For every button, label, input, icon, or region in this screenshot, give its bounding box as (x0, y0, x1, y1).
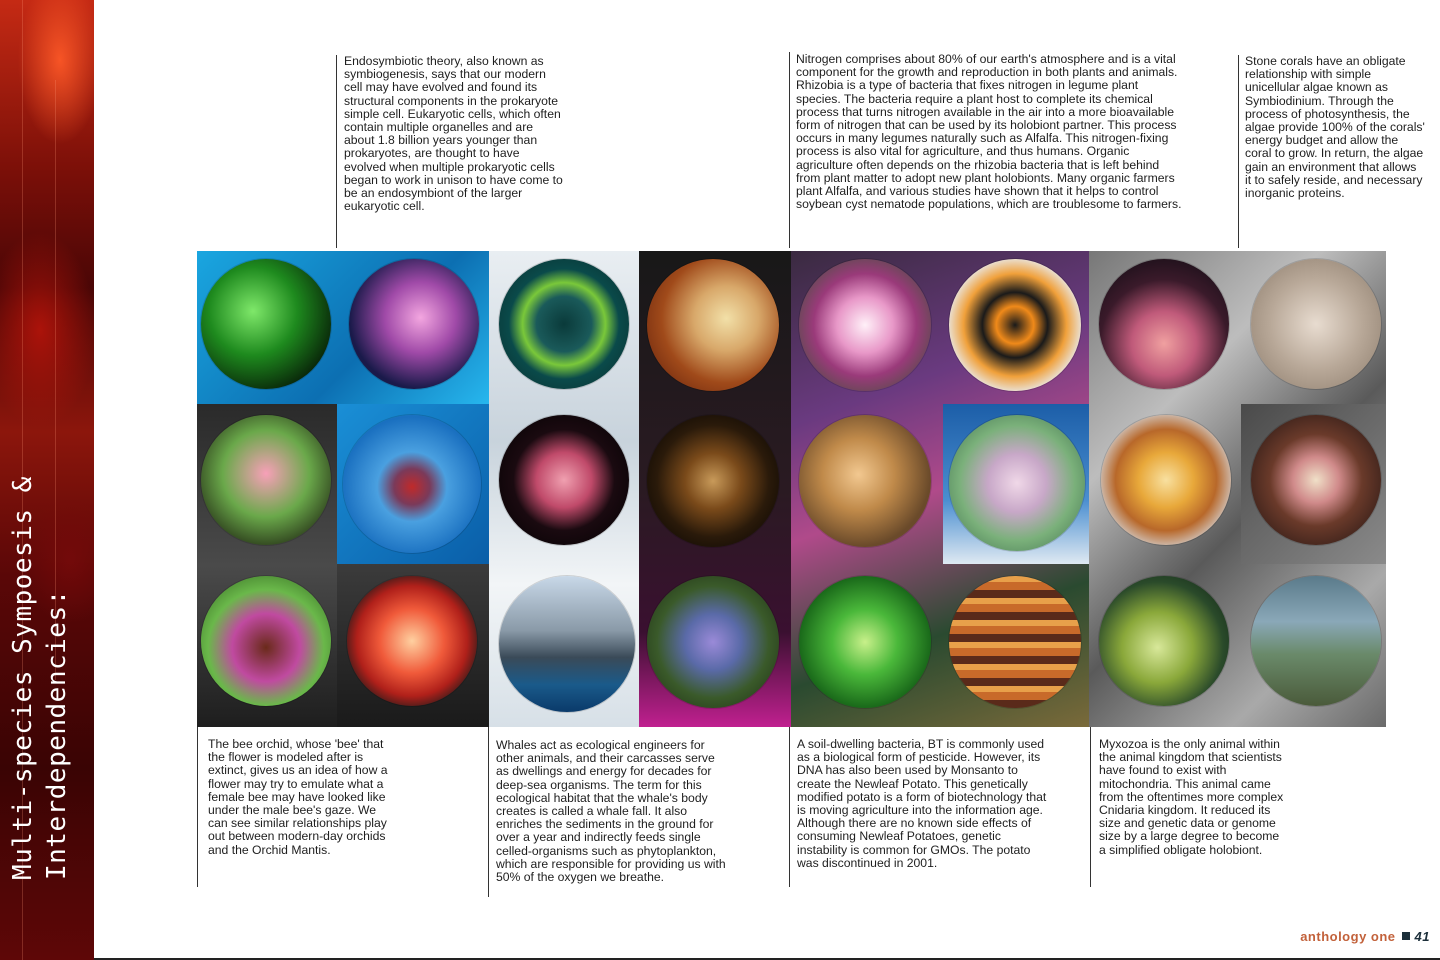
potato-image (799, 415, 931, 547)
section-title-line-1: Multi-species Sympoesis & (8, 476, 38, 880)
diatom-image (499, 259, 629, 389)
page-footer (1300, 929, 1430, 944)
myxozoa-image (1251, 259, 1381, 389)
page-number: 41 (1414, 929, 1430, 944)
publication-name: anthology one (1300, 929, 1396, 944)
mitochondria-image (201, 259, 331, 389)
section-title-line-2: Interdependencies: (42, 589, 72, 880)
column-rule (1238, 55, 1239, 248)
column-rule (1090, 727, 1091, 887)
bee-orchid-text: The bee orchid, whose 'bee' that the flower is modeled after is extinct, gives us an idea of how a flower may try to emulate what a female bee may have looked like under the male bee's gaze. We can see similar relationships play out between modern-day orchids and the Orchid Mantis. (208, 737, 388, 857)
monarch-butterfly-image (949, 259, 1081, 391)
root-nodules-image (647, 415, 779, 547)
corn-image (949, 576, 1081, 708)
bacterium-image (349, 259, 479, 389)
whale-image (499, 576, 635, 712)
whales-text: Whales act as ecological engineers for other animals, and their carcasses serve as dwellings and energy for decades for deep-sea organisms. The term for this ecological habitat that the whale's body creates is called a whale fall. It also enriches the sediments in the ground for over a year and indirectly feeds single celled-organisms such as phytoplankton, which are responsible for providing us with 50% of the oxygen we breathe. (496, 738, 726, 885)
column-rule (789, 727, 790, 887)
column-rule (197, 727, 198, 887)
side-spine (0, 0, 94, 960)
bee-orchid-image (201, 576, 331, 706)
worm-image (499, 415, 629, 545)
eel-image (1099, 576, 1229, 706)
endosymbiotic-text: Endosymbiotic theory, also known as symbiogenesis, says that our modern cell may have evolved and found its structural components in the prokaryote simple cell. Eukaryotic cells, which often contain multiple organelles and are about 1.8 billion years younger than prokaryotes, are thought to have evolved when multiple prokaryotic cells began to work in unison to have come to be an endosymbiont of the larger eukaryotic cell. (344, 54, 563, 214)
parasite-worm-image (1251, 415, 1381, 545)
bt-bacteria-image (799, 576, 931, 708)
symbiodinium-image (1101, 415, 1231, 545)
myxozoa-text: Myxozoa is the only animal within the animal kingdom that scientists have found to exist with mitochondria. This animal came from the oftentimes more complex Cnidaria kingdom. It reduced its size and genetic data or genome size by a large degree to become a simplified obligate holobiont. (1099, 737, 1284, 857)
nitrogen-text: Nitrogen comprises about 80% of our earth's atmosphere and is a vital component for the growth and reproduction in both plants and animals. Rhizobia is a type of bacteria that fixes nitrogen in legume plant species. The bacteria require a plant host to complete its chemical process that turns nitrogen available in the air into a more bioavailable form of nitrogen that can be used by its holobiont partner. This process occurs in many legumes naturally such as Alfalfa. This nitrogen-fixing process is also vital for agriculture, and thus humans. Organic agriculture often depends on the rhizobia bacteria that is left behind from plant matter to adopt new plant holobionts. Many organic farmers plant Alfalfa, and various studies have shown that it helps to control soybean cyst nematode populations, which are troublesome to farmers. (796, 52, 1182, 212)
milkweed-image (799, 259, 931, 391)
column-rule (336, 55, 337, 248)
section-title (6, 476, 74, 880)
eukaryotic-cell-image (343, 415, 481, 553)
square-icon (1402, 932, 1410, 940)
sturgeon-image (1251, 576, 1381, 706)
nematode-image (647, 259, 779, 391)
column-rule (789, 52, 790, 248)
orchid-mantis-image (201, 415, 331, 545)
column-rule (488, 727, 489, 897)
stone-coral-image (949, 415, 1085, 551)
red-orchid-image (347, 576, 477, 706)
alfalfa-image (647, 576, 779, 708)
coral-polyps-image (1099, 259, 1229, 389)
image-collage (197, 251, 1386, 727)
corals-text: Stone corals have an obligate relationship with simple unicellular algae known as Symbiodinium. Through the process of photosynthesis, the algae provide 100% of the corals' energy budget and allow the coral to grow. In return, the algae gain an environment that allows it to safely reside, and necessary inorganic proteins. (1245, 54, 1425, 201)
bt-text: A soil-dwelling bacteria, BT is commonly used as a biological form of pesticide. However, its DNA has also been used by Monsanto to create the Newleaf Potato. This genetically modified potato is a form of biotechnology that is moving agriculture into the information age. Although there are no known side effects of consuming Newleaf Potatoes, genetic instability is common for GMOs. The potato was discontinued in 2001. (797, 737, 1047, 870)
